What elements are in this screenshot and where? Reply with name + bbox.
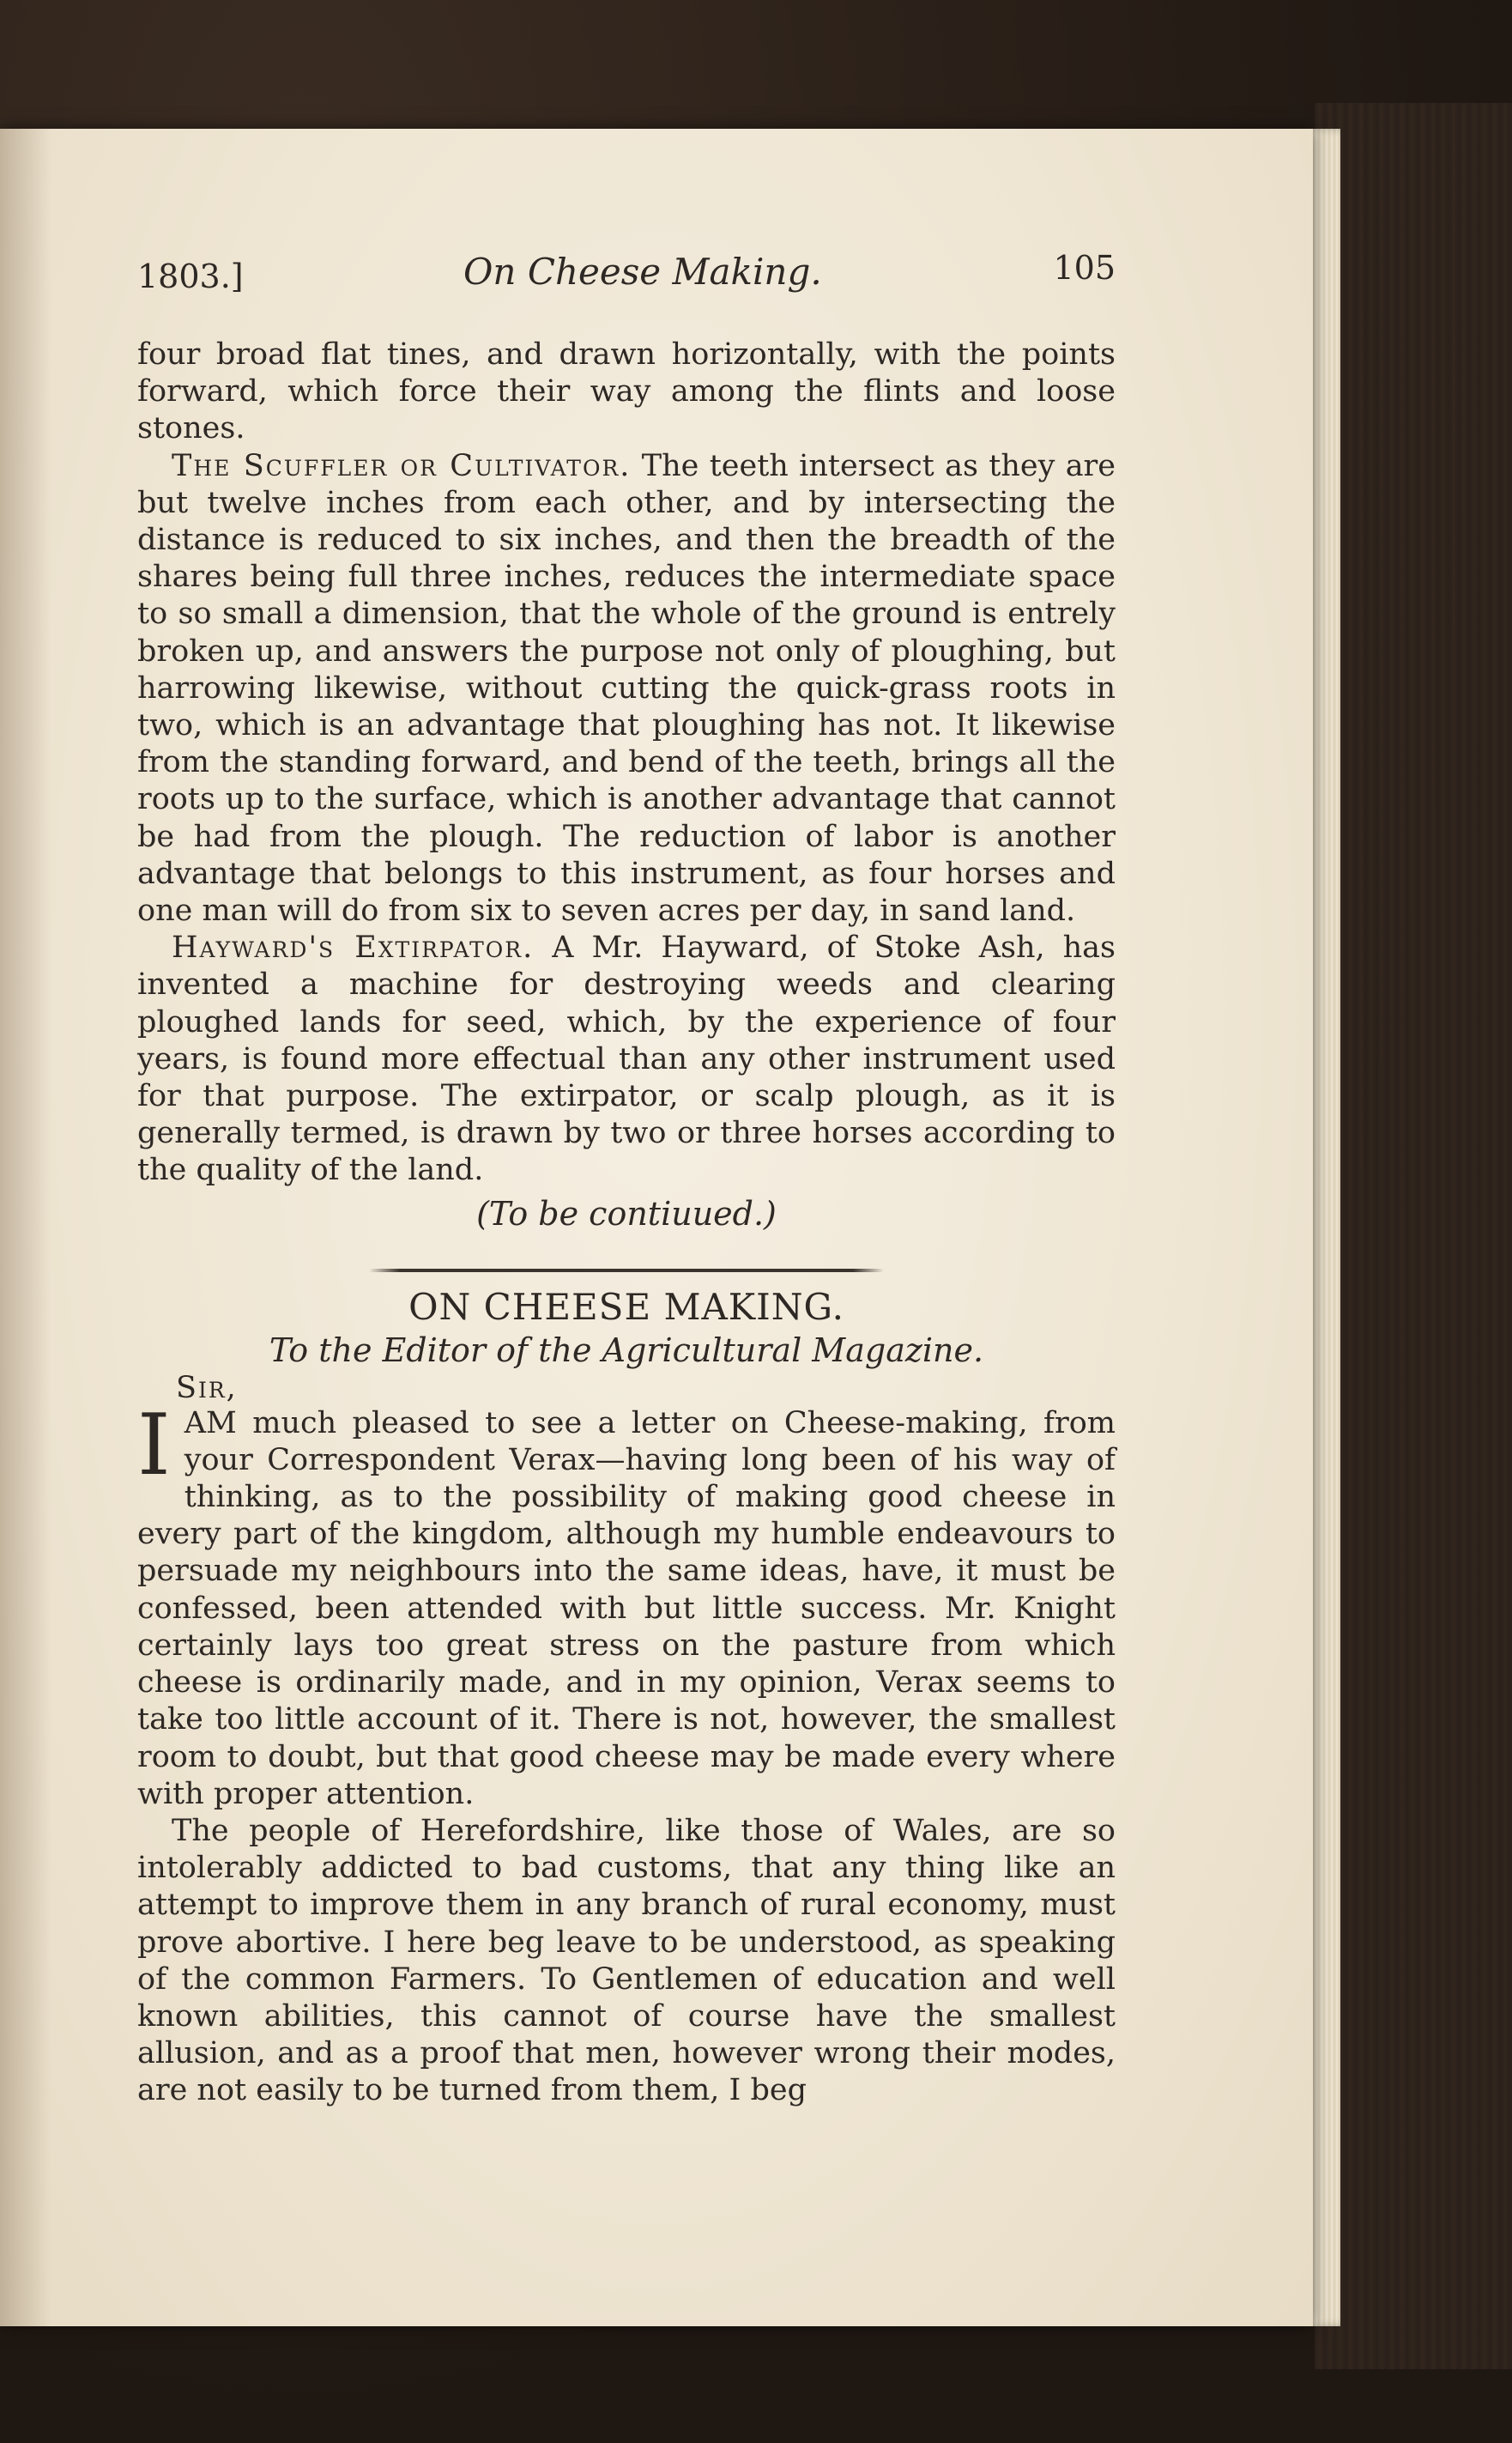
drop-cap: I bbox=[137, 1396, 171, 1494]
running-head-title: On Cheese Making. bbox=[463, 251, 822, 293]
running-head-year: 1803.] bbox=[137, 258, 244, 295]
scuffler-text: The teeth intersect as they are but twelve inches from each other, and by intersecting the distance is reduced to six inches, and then the breadth of the shares being full three inches, reduces the intermediate space to so small a dimension, that the whole of the ground is entrely broken up, and answers the purpose not only of ploughing, but harrowing likewise, without cutting the quick-grass roots in two, which is an advantage that ploughing has not. It likewise from the standing forward, and bend of the teeth, brings all the roots up to the surface, which is another advantage that cannot be had from the plough. The reduction of labor is another advantage that belongs to this instrument, as four horses and one man will do from six to seven acres per day, in sand land. bbox=[137, 448, 1116, 929]
article-heading: ON CHEESE MAKING. bbox=[408, 1285, 844, 1328]
scuffler-label: The Scuffler or Cultivator. bbox=[172, 448, 632, 483]
article-subheading: To the Editor of the Agricultural Magazine. bbox=[269, 1331, 984, 1369]
salutation: Sir, bbox=[176, 1370, 238, 1405]
scuffler-paragraph bbox=[137, 448, 1116, 931]
page-number: 105 bbox=[1053, 249, 1116, 287]
extirpator-text: A Mr. Hayward, of Stoke Ash, has invented a machine for destroying weeds and clearing ploughed lands for seed, which, by the experience of four years, is found more effectual than any other instrument used for that purpose. The extirpator, or scalp plough, as it is generally termed, is drawn by two or three horses according to the quality of the land. bbox=[137, 931, 1116, 1188]
book-fore-edge bbox=[1315, 103, 1512, 2369]
extirpator-label: Hayward's Extirpator. bbox=[172, 931, 535, 966]
page-body bbox=[137, 336, 1116, 2110]
letter-paragraph-2: The people of Herefordshire, like those of Wales, are so intolerably addicted to bad customs, that any thing like an attempt to improve them in any branch of rural economy, must prove abortive. I here beg leave to be understood, as speaking of the common Farmers. To Gentlemen of education and well known abilities, this cannot of course have the smallest allusion, and as a proof that men, however wrong their modes, are not easily to be turned from them, I beg bbox=[137, 1813, 1116, 2108]
letter-paragraph-1 bbox=[137, 1396, 1116, 1813]
continued-paragraph: four broad flat tines, and drawn horizontally, with the points forward, which force their way among the flints and loose stones. bbox=[137, 337, 1116, 446]
to-be-continued: (To be contiuued.) bbox=[476, 1194, 777, 1233]
letter-paragraph-1-text: AM much pleased to see a letter on Cheese-making, from your Correspondent Verax—having long been of his way of thinking, as to the possibility of making good cheese in every part of the kingdom, although my humble endeavours to persuade my neighbours into the same ideas, have, it must be confessed, been attended with but little success. Mr. Knight certainly lays too great stress on the pasture from which cheese is ordinarily made, and in my opinion, Verax seems to take too little account of it. There is not, however, the smallest room to doubt, but that good cheese may be made every where with proper attention. bbox=[137, 1405, 1116, 1811]
extirpator-paragraph bbox=[137, 930, 1116, 1189]
running-head bbox=[137, 249, 1116, 300]
section-divider bbox=[369, 1269, 884, 1272]
